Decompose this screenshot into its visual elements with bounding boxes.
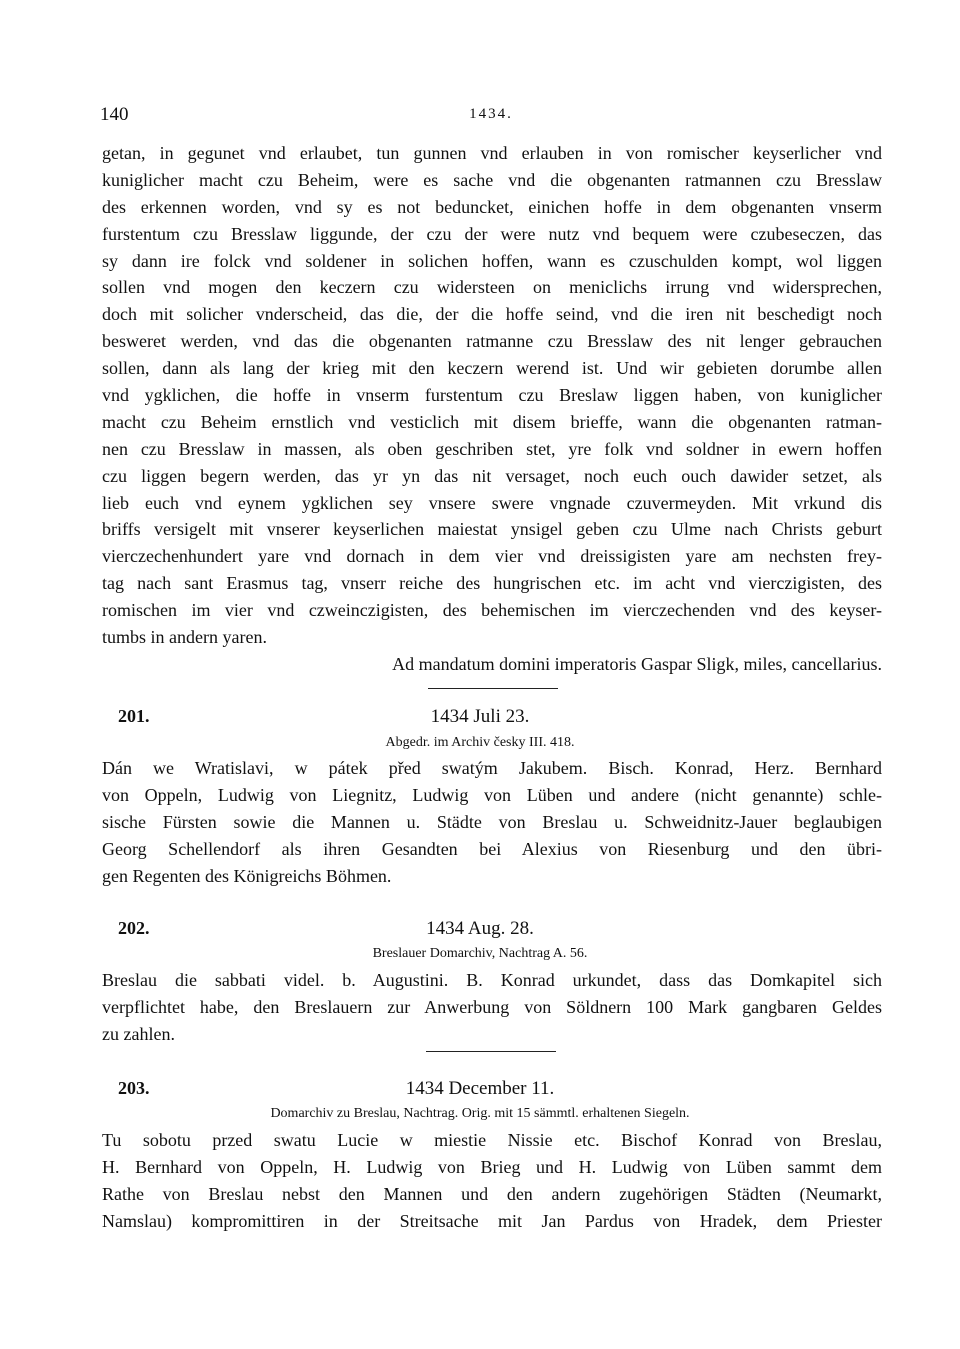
text-line: Tu sobotu przed swatu Lucie w miestie Nissie etc. Bischof Konrad von Breslau, — [102, 1130, 882, 1150]
text-line: besweret werden, vnd das die obgenanten ratmanne czu Bresslaw des nit lenger gebrauchen — [102, 331, 882, 352]
text-line: romischen im vier vnd czweinczigisten, des behemischen im vierczechenden vnd des keyser- — [102, 600, 882, 621]
text-line: nen czu Bresslaw in massen, als oben geschriben stet, yre folk vnd soldner in ewern hoffen — [102, 438, 882, 459]
page-number: 140 — [100, 104, 129, 125]
text-line: tag nach sant Erasmus tag, vnserr reiche des hungrischen etc. im acht vnd vierczigisten, des — [102, 573, 882, 594]
text-line: gen Regenten des Königreichs Böhmen. — [102, 865, 392, 886]
document-source: Breslauer Domarchiv, Nachtrag A. 56. — [372, 946, 588, 961]
text-line: Namslau) kompromittiren in der Streitsache mit Jan Pardus von Hradek, dem Priester — [102, 1210, 882, 1231]
text-line: Rathe von Breslau nebst den Mannen und den andern zugehörigen Städten (Neumarkt, — [102, 1183, 882, 1204]
section-divider — [428, 688, 558, 689]
text-line: zu zahlen. — [102, 1023, 175, 1044]
document-source: Abgedr. im Archiv česky III. 418. — [385, 735, 575, 750]
document-summary — [102, 967, 882, 1048]
text-line: Dán we Wratislavi, w pátek před swatým Jakubem. Bisch. Konrad, Herz. Bernhard — [102, 758, 882, 778]
document-source: Domarchiv zu Breslau, Nachtrag. Orig. mit 15 sämmtl. erhaltenen Siegeln. — [270, 1106, 690, 1121]
text-line: sische Fürsten sowie die Mannen u. Städte von Breslau u. Schweidnitz-Jauer beglaubigen — [102, 811, 882, 832]
text-line: des erkennen worden, vnd sy es not beduncket, einichen hoffe in dem obgenanten vnserm — [102, 196, 882, 217]
text-line: getan, in gegunet vnd erlaubet, tun gunnen vnd erlauben in von romischer keyserlicher vnd — [102, 143, 882, 163]
document-number: 202. — [118, 918, 150, 938]
page-header — [100, 104, 882, 130]
text-line: sollen, dann als lang der krieg mit den keczern werend ist. Und wir gebieten dorumbe allen — [102, 358, 882, 379]
signature-line: Ad mandatum domini imperatoris Gaspar Sligk, miles, cancellarius. — [392, 653, 882, 674]
text-line: Breslau die sabbati videl. b. Augustini. B. Konrad urkundet, dass das Domkapitel sich — [102, 970, 882, 990]
text-line: sollen vnd mogen den keczern czu widersteen on meniclichs irrung vnd widersprechen, — [102, 277, 882, 298]
text-line: lieb euch vnd eynem ygklichen sey vnsere swere vngnade czuvermeyden. Mit vrkund dis — [102, 492, 882, 513]
text-line: sy dann ire folck vnd soldener in solichen hoffen, wann es czuschulden kompt, wol liggen — [102, 250, 882, 271]
text-line: furstentum czu Bresslaw liggunde, der czu der were nutz vnd bequem were czubeseczen, das — [102, 223, 882, 244]
continuation-text — [102, 140, 882, 678]
text-line: von Oppeln, Ludwig von Liegnitz, Ludwig von Lüben und andere (nicht genannte) schle- — [102, 784, 882, 805]
text-line: macht czu Beheim ernstlich vnd vesticlich mit disem brieffe, wann die obgenanten ratman- — [102, 411, 882, 432]
document-date: 1434 December 11. — [405, 1078, 555, 1099]
text-line: czu liggen begern werden, das yr yn das nit versaget, noch euch ouch dawider setzet, als — [102, 465, 882, 486]
text-line: kuniglicher macht czu Beheim, were es sache vnd die obgenanten ratmannen czu Bresslaw — [102, 169, 882, 190]
text-line: doch mit solicher vnderscheid, das die, der die hoffe seind, vnd die iren nit beschedigt noch — [102, 304, 882, 325]
text-line: briffs versigelt mit vnserer keyserlichen maiestat ynsigel geben czu Ulme nach Christs geburt — [102, 519, 882, 540]
text-line: vnd ygklichen, die hoffe in vnserm furstentum czu Breslaw liggen haben, von kuniglicher — [102, 385, 882, 406]
document-summary — [102, 1127, 882, 1235]
text-line: vierczechenhundert yare vnd dornach in dem vier vnd dreissigisten yare am nechsten frey- — [102, 546, 882, 567]
document-date: 1434 Juli 23. — [430, 706, 530, 727]
document-number: 203. — [118, 1078, 150, 1098]
text-line: H. Bernhard von Oppeln, H. Ludwig von Brieg und H. Ludwig von Lüben sammt dem — [102, 1156, 882, 1177]
document-date: 1434 Aug. 28. — [426, 918, 534, 939]
text-line: tumbs in andern yaren. — [102, 627, 267, 648]
text-line: Georg Schellendorf als ihren Gesandten bei Alexius von Riesenburg und den übri- — [102, 838, 882, 859]
text-line: verpflichtet habe, den Breslauern zur Anwerbung von Söldnern 100 Mark gangbaren Geldes — [102, 996, 882, 1017]
document-summary — [102, 755, 882, 889]
running-head: 1434. — [469, 106, 513, 122]
document-number: 201. — [118, 706, 150, 726]
section-divider — [426, 1051, 556, 1052]
